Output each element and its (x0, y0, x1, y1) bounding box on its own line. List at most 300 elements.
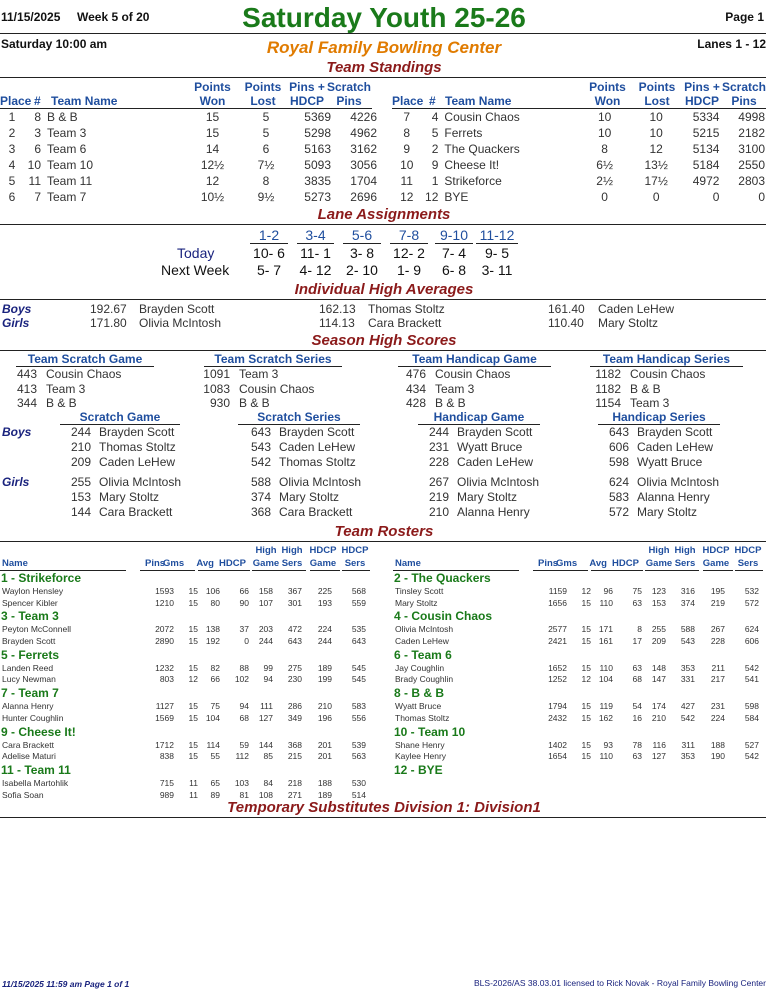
place-cell: 6 (8, 190, 16, 204)
bowler-name: Thomas Stoltz (368, 302, 445, 316)
player-stat: 15 (188, 624, 198, 635)
lane-today-matchup: 11- 1 (300, 245, 331, 261)
place-cell: 1 (8, 110, 16, 124)
player-name: Shane Henry (395, 739, 445, 750)
lane-next-matchup: 2- 10 (346, 262, 378, 278)
player-name: Thomas Stoltz (395, 712, 450, 723)
points-won-cell: 10½ (200, 190, 225, 204)
team-high-name: Cousin Chaos (435, 367, 511, 381)
team-name-cell: The Quackers (444, 142, 520, 156)
player-stat: 15 (188, 701, 198, 712)
team-name-cell: Cheese It! (444, 158, 500, 172)
individual-high-score: 583 (608, 489, 629, 504)
player-stat: 59 (239, 739, 249, 750)
player-stat: 349 (287, 712, 302, 723)
bowler-name: Caden LeHew (598, 302, 675, 316)
standings-row (0, 157, 380, 173)
place-cell: 5 (8, 174, 16, 188)
team-high-score: 428 (405, 396, 426, 410)
player-stat: 75 (632, 586, 642, 596)
player-stat: 606 (744, 635, 759, 646)
boys-label: Boys (2, 425, 32, 439)
individual-high-score: 144 (70, 504, 91, 519)
player-stat: 8 (637, 624, 642, 635)
player-stat: 110 (599, 662, 613, 673)
points-won-cell: 0 (601, 190, 608, 204)
team-high-score: 1182 (595, 381, 621, 396)
player-stat: 541 (744, 674, 759, 685)
team-roster-name: 2 - The Quackers (394, 571, 491, 585)
player-stat: 286 (287, 701, 302, 712)
player-stat: 15 (581, 662, 591, 673)
player-stat: 104 (598, 674, 613, 685)
team-high-score: 443 (16, 367, 37, 381)
day-time: Saturday 10:00 am (1, 37, 108, 51)
individual-high-name: Olivia McIntosh (279, 475, 362, 489)
player-stat: 55 (210, 751, 220, 762)
player-stat: 82 (210, 662, 220, 673)
average-value: 161.40 (548, 302, 585, 316)
player-stat: 427 (680, 701, 695, 712)
roster-col-header: Sers (281, 558, 303, 569)
player-stat: 63 (632, 662, 642, 673)
bowler-name: Olivia McIntosh (139, 316, 222, 330)
individual-high-score: 643 (608, 425, 629, 439)
player-stat: 15 (581, 751, 591, 762)
team-high-name: Team 3 (435, 381, 475, 396)
player-stat: 189 (317, 662, 332, 673)
player-stat: 201 (317, 751, 332, 762)
individual-high-name: Olivia McIntosh (99, 475, 182, 489)
team-number-cell: 2 (431, 142, 439, 156)
player-stat: 1569 (155, 712, 174, 723)
individual-high-title: Handicap Game (418, 410, 540, 425)
individual-high-name: Caden LeHew (637, 439, 714, 454)
player-stat: 16 (632, 712, 642, 723)
team-name-cell: Team 7 (47, 190, 87, 204)
individual-high-name: Caden LeHew (99, 454, 176, 469)
individual-high-score: 209 (70, 454, 91, 469)
player-stat: 989 (159, 789, 174, 800)
team-name-cell: Cousin Chaos (444, 110, 520, 124)
player-stat: 0 (244, 635, 249, 646)
roster-col-header: Sers (344, 558, 366, 569)
individual-high-name: Mary Stoltz (457, 489, 518, 504)
player-stat: 215 (287, 751, 302, 762)
standings-row (0, 109, 380, 125)
pins-hdcp-cell: 5163 (304, 142, 331, 156)
points-won-cell: 10 (597, 126, 612, 140)
points-won-cell: 2½ (596, 174, 613, 188)
standings-row (392, 189, 768, 205)
individual-high-name: Cara Brackett (279, 504, 353, 519)
player-stat: 1656 (548, 597, 567, 608)
team-name-cell: Ferrets (444, 126, 483, 140)
player-stat: 643 (287, 635, 302, 646)
header-underline (645, 570, 699, 571)
individual-high-name: Mary Stoltz (637, 504, 698, 519)
player-stat: 583 (351, 701, 366, 712)
average-value: 114.13 (319, 316, 355, 330)
team-name-cell: Strikeforce (444, 174, 502, 188)
player-stat: 715 (159, 778, 174, 788)
player-stat: 81 (239, 789, 249, 800)
player-stat: 374 (680, 597, 695, 608)
player-stat: 123 (651, 586, 666, 596)
team-high-name: Cousin Chaos (239, 381, 315, 396)
player-name: Isabella Martohlik (2, 778, 69, 788)
player-stat: 90 (239, 597, 249, 608)
player-stat: 37 (239, 624, 249, 635)
girls-label: Girls (2, 475, 30, 489)
pins-hdcp-cell: 5369 (304, 110, 331, 124)
player-stat: 127 (258, 712, 273, 723)
points-lost-cell: 10 (649, 110, 663, 124)
player-stat: 94 (263, 674, 273, 685)
team-number-cell: 7 (34, 190, 41, 204)
player-stat: 542 (744, 662, 759, 673)
standings-row (392, 141, 768, 157)
player-stat: 543 (680, 635, 695, 646)
scratch-pins-cell: 1704 (350, 174, 377, 188)
player-stat: 15 (188, 586, 198, 596)
player-stat: 161 (598, 635, 613, 646)
header-underline (591, 570, 643, 571)
team-high-score: 413 (16, 381, 37, 396)
player-stat: 54 (632, 701, 642, 712)
player-stat: 84 (263, 778, 273, 788)
place-cell: 2 (8, 126, 16, 140)
player-stat: 545 (351, 662, 366, 673)
roster-col-header: High (255, 545, 277, 556)
team-number-cell: 9 (431, 158, 439, 172)
player-stat: 559 (351, 597, 366, 608)
team-high-name: Team 3 (630, 396, 670, 410)
player-stat: 530 (351, 778, 366, 788)
team-high-score: 344 (16, 396, 37, 410)
footer-print-info: 11/15/2025 11:59 am Page 1 of 1 (2, 979, 130, 989)
player-stat: 1654 (548, 751, 567, 762)
roster-col-header: HDCP (341, 545, 369, 556)
individual-high-score: 244 (70, 425, 91, 439)
header-underline (533, 570, 588, 571)
next-week-label: Next Week (161, 262, 230, 278)
points-lost-cell: 9½ (257, 190, 275, 204)
roster-col-header: HDCP (702, 545, 730, 556)
player-stat: 104 (205, 712, 220, 723)
player-stat: 192 (205, 635, 220, 646)
player-stat: 153 (651, 597, 666, 608)
points-won-cell: 12½ (200, 158, 225, 172)
team-high-name: Cousin Chaos (46, 367, 122, 381)
team-high-score: 930 (209, 396, 230, 410)
col-place: Place (0, 94, 32, 108)
scratch-pins-cell: 3162 (350, 142, 377, 156)
individual-high-name: Brayden Scott (457, 425, 533, 439)
player-name: Tinsley Scott (395, 586, 444, 596)
standings-table-right (392, 109, 768, 205)
lane-today-matchup: 12- 2 (393, 245, 425, 261)
player-stat: 210 (317, 701, 332, 712)
individual-high-score: 219 (428, 489, 449, 504)
team-number-cell: 3 (34, 126, 41, 140)
team-high-title: Team Handicap Series (590, 352, 743, 367)
player-stat: 15 (188, 739, 198, 750)
header-underline (703, 570, 733, 571)
today-label: Today (177, 245, 215, 261)
individual-high-score: 598 (608, 454, 629, 469)
roster-col-header: HDCP (219, 558, 246, 569)
player-name: Mary Stoltz (395, 597, 438, 608)
player-name: Cara Brackett (2, 739, 54, 750)
player-stat: 116 (652, 739, 666, 750)
standings-row (0, 141, 380, 157)
team-roster-name: 5 - Ferrets (1, 647, 60, 662)
player-stat: 15 (581, 635, 591, 646)
team-high-title: Team Scratch Series (204, 352, 342, 367)
header-underline (735, 570, 763, 571)
player-stat: 643 (351, 635, 366, 646)
individual-high-score: 606 (608, 439, 629, 454)
player-stat: 94 (239, 701, 249, 712)
roster-col-header: Avg (589, 558, 607, 569)
pins-hdcp-cell: 5298 (304, 126, 331, 140)
player-stat: 119 (599, 701, 613, 712)
player-name: Peyton McConnell (2, 624, 71, 635)
player-stat: 218 (287, 778, 302, 788)
scratch-pins-cell: 4226 (350, 110, 377, 124)
player-stat: 15 (188, 712, 198, 723)
bowler-name: Brayden Scott (139, 302, 215, 316)
individual-high-name: Caden LeHew (457, 454, 534, 469)
player-stat: 353 (680, 751, 695, 762)
bowler-name: Mary Stoltz (598, 316, 659, 330)
player-name: Hunter Coughlin (2, 712, 64, 723)
footer-license: BLS-2026/AS 38.03.01 licensed to Rick Novak - Royal Family Bowling Center (474, 978, 766, 988)
points-won-cell: 8 (601, 142, 608, 156)
average-value: 192.67 (90, 302, 127, 316)
header-underline (310, 570, 340, 571)
player-stat: 148 (651, 662, 666, 673)
player-stat: 1794 (548, 701, 567, 712)
team-number-cell: 11 (28, 174, 41, 188)
player-stat: 588 (680, 624, 695, 635)
player-stat: 108 (258, 789, 273, 800)
team-name-cell: Team 11 (47, 174, 93, 188)
team-roster-name: 12 - BYE (394, 763, 443, 777)
points-lost-cell: 5 (262, 126, 270, 140)
player-stat: 195 (710, 586, 725, 596)
player-stat: 68 (632, 674, 642, 685)
standings-row (392, 109, 768, 125)
player-stat: 230 (287, 674, 302, 685)
section-lane-assignments: Lane Assignments (317, 206, 451, 223)
individual-high-name: Thomas Stoltz (279, 454, 356, 469)
lane-pair-header: 5-6 (343, 227, 381, 244)
place-cell: 10 (400, 158, 414, 172)
team-number-cell: 12 (425, 190, 439, 204)
scratch-pins-cell: 2550 (738, 158, 765, 172)
team-high-title: Team Scratch Game (16, 352, 154, 367)
individual-high-score: 624 (608, 475, 629, 489)
scratch-pins-cell: 4998 (738, 110, 765, 124)
player-stat: 68 (239, 712, 249, 723)
pins-hdcp-cell: 4972 (692, 174, 720, 188)
player-stat: 111 (260, 701, 273, 712)
player-stat: 225 (317, 586, 332, 596)
individual-high-name: Brayden Scott (99, 425, 175, 439)
average-value: 171.80 (90, 316, 127, 330)
col-team-name: Team Name (51, 94, 118, 108)
player-name: Spencer Kibler (2, 597, 58, 608)
points-lost-cell: 7½ (257, 158, 275, 172)
roster-col-header: HDCP (309, 545, 337, 556)
lane-today-matchup: 10- 6 (253, 245, 285, 261)
individual-high-score: 228 (428, 454, 449, 469)
player-stat: 545 (351, 674, 366, 685)
player-stat: 144 (258, 739, 273, 750)
standings-row (392, 173, 768, 189)
team-high-score: 476 (405, 367, 426, 381)
player-stat: 353 (680, 662, 695, 673)
player-stat: 12 (581, 674, 591, 685)
individual-high-score: 153 (70, 489, 91, 504)
player-stat: 127 (651, 751, 666, 762)
center-name: Royal Family Bowling Center (266, 38, 502, 57)
player-stat: 224 (317, 624, 332, 635)
lane-next-matchup: 4- 12 (299, 262, 332, 278)
player-stat: 514 (351, 789, 366, 800)
header-underline (198, 570, 250, 571)
player-stat: 106 (205, 586, 220, 596)
scratch-pins-cell: 2182 (738, 126, 765, 140)
team-number-cell: 8 (34, 110, 41, 124)
player-stat: 271 (287, 789, 302, 800)
player-stat: 210 (651, 712, 666, 723)
roster-col-header: High (674, 545, 696, 556)
player-stat: 1210 (155, 597, 174, 608)
player-stat: 1712 (155, 739, 174, 750)
player-name: Brady Coughlin (395, 674, 454, 685)
team-number-cell: 5 (431, 126, 439, 140)
player-stat: 17 (632, 635, 642, 646)
team-number-cell: 4 (431, 110, 439, 124)
player-stat: 193 (317, 597, 332, 608)
individual-high-score: 267 (428, 475, 449, 489)
standings-row (0, 173, 380, 189)
individual-high-title: Scratch Series (238, 410, 360, 425)
individual-high-title: Handicap Series (598, 410, 720, 425)
lane-today-matchup: 3- 8 (349, 245, 375, 261)
player-stat: 368 (287, 739, 302, 750)
player-stat: 624 (744, 624, 759, 635)
individual-high-name: Brayden Scott (279, 425, 355, 439)
individual-high-name: Mary Stoltz (279, 489, 340, 504)
player-stat: 96 (603, 586, 613, 596)
scratch-pins-cell: 4962 (350, 126, 377, 140)
player-stat: 190 (710, 751, 725, 762)
scratch-pins-cell: 2803 (738, 174, 765, 188)
points-lost-cell: 8 (262, 174, 270, 188)
roster-col-header: Pins (538, 558, 559, 569)
section-temporary-substitutes: Temporary Substitutes Division 1: Division1 (227, 799, 541, 816)
player-stat: 11 (189, 778, 198, 788)
place-cell: 12 (400, 190, 414, 204)
individual-high-score: 231 (428, 439, 449, 454)
roster-col-header: Gms (163, 558, 185, 569)
player-name: Adelise Maturi (2, 751, 56, 762)
player-stat: 209 (651, 635, 666, 646)
player-stat: 93 (603, 739, 613, 750)
team-number-cell: 6 (34, 142, 41, 156)
place-cell: 7 (403, 110, 411, 124)
pins-hdcp-cell: 5093 (304, 158, 331, 172)
individual-high-score: 542 (250, 454, 271, 469)
scratch-pins-cell: 3056 (350, 158, 377, 172)
player-stat: 275 (287, 662, 302, 673)
individual-high-name: Caden LeHew (279, 439, 356, 454)
individual-high-score: 588 (250, 475, 271, 489)
place-cell: 8 (403, 126, 411, 140)
team-roster-name: 3 - Team 3 (1, 609, 59, 624)
player-stat: 110 (599, 751, 613, 762)
lane-next-matchup: 5- 7 (256, 262, 282, 278)
player-stat: 99 (263, 662, 273, 673)
player-stat: 85 (263, 751, 273, 762)
team-name-cell: Team 6 (47, 142, 87, 156)
player-stat: 114 (206, 739, 220, 750)
team-roster-name: 6 - Team 6 (394, 647, 452, 662)
player-stat: 15 (188, 597, 198, 608)
player-name: Sofia Soan (2, 789, 44, 800)
player-stat: 584 (744, 712, 759, 723)
lane-pair-header: 1-2 (250, 227, 288, 244)
team-high-score: 1091 (203, 367, 230, 381)
player-stat: 1159 (548, 586, 567, 596)
player-stat: 174 (651, 701, 666, 712)
lane-next-matchup: 6- 8 (441, 262, 467, 278)
player-name: Caden LeHew (395, 635, 449, 646)
player-stat: 563 (351, 751, 366, 762)
individual-high-score: 368 (250, 504, 271, 519)
player-stat: 78 (632, 739, 642, 750)
player-stat: 527 (744, 739, 759, 750)
lanes-range: Lanes 1 - 12 (697, 37, 766, 51)
place-cell: 4 (8, 158, 16, 172)
individual-high-name: Olivia McIntosh (637, 475, 720, 489)
individual-high-score: 210 (70, 439, 91, 454)
individual-high-score: 374 (250, 489, 271, 504)
individual-high-score: 255 (70, 475, 91, 489)
player-stat: 301 (287, 597, 302, 608)
player-stat: 219 (710, 597, 725, 608)
player-stat: 231 (710, 701, 725, 712)
pins-hdcp-cell: 5184 (692, 158, 720, 172)
player-stat: 188 (317, 778, 332, 788)
pins-hdcp-cell: 5334 (692, 110, 720, 124)
player-stat: 15 (581, 624, 591, 635)
roster-col-header: Game (309, 558, 337, 569)
team-high-name: Cousin Chaos (630, 367, 706, 381)
player-name: Lucy Newman (2, 674, 56, 685)
player-stat: 63 (632, 597, 642, 608)
team-high-name: B & B (630, 381, 661, 396)
section-team-standings: Team Standings (326, 59, 442, 76)
col-num: # (34, 94, 41, 108)
player-stat: 2072 (155, 624, 174, 635)
player-stat: 244 (317, 635, 332, 646)
player-stat: 1252 (548, 674, 567, 685)
